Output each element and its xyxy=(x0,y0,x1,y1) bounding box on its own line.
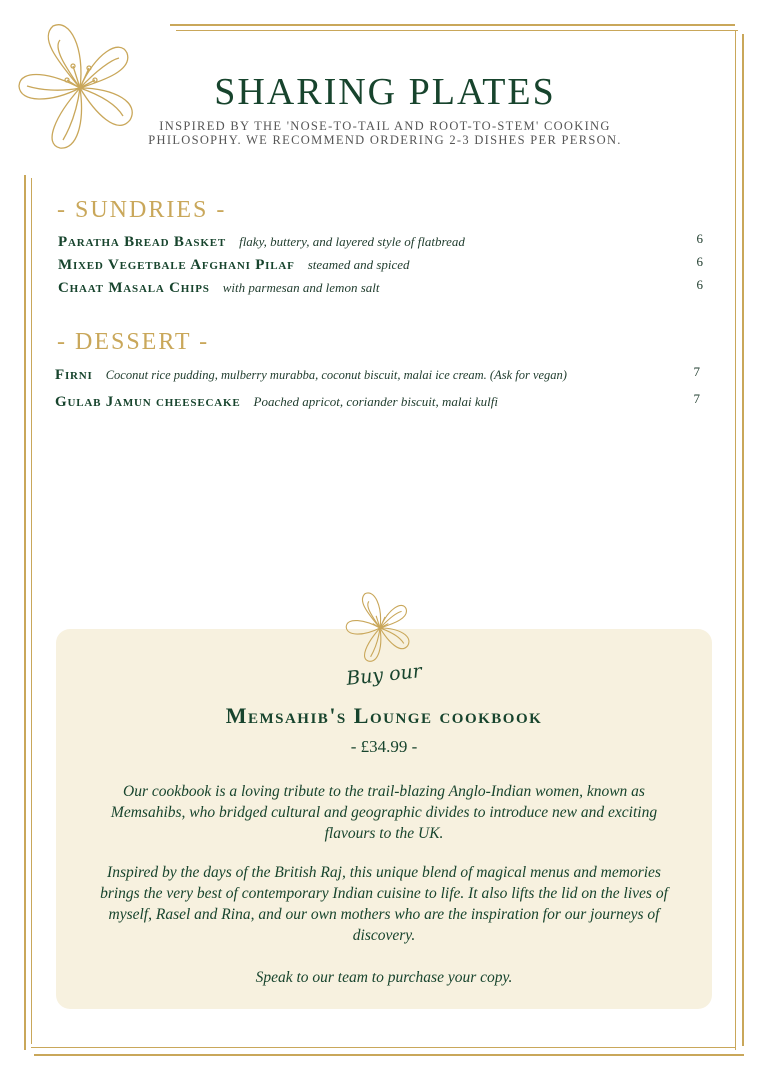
item-name: Gulab Jamun cheesecake xyxy=(55,394,241,410)
item-description: with parmesan and lemon salt xyxy=(222,280,380,295)
frame-bottom-line-outer xyxy=(34,1054,744,1056)
item-price: 6 xyxy=(696,277,703,292)
frame-left-line-outer xyxy=(24,175,26,1050)
item-name: Firni xyxy=(55,367,93,383)
cookbook-script-heading: Buy our xyxy=(345,660,423,690)
cookbook-paragraph: Our cookbook is a loving tribute to the trail-blazing Anglo-Indian women, known as Memsahibs, who bridged cultural and geographic divides to introduce new and exciting flavours to the UK. xyxy=(110,783,658,842)
section-heading-sundries: - SUNDRIES - xyxy=(57,197,227,223)
page-subtitle: INSPIRED BY THE 'NOSE-TO-TAIL AND ROOT-TO-STEM' COOKING PHILOSOPHY. WE RECOMMEND ORDERING 2-3 DISHES PER PERSON. xyxy=(148,119,622,147)
frame-bottom-line-inner xyxy=(31,1047,736,1048)
menu-item xyxy=(58,277,703,297)
flower-illustration-icon xyxy=(15,18,145,158)
item-description: Coconut rice pudding, mulberry murabba, coconut biscuit, malai ice cream. (Ask for vegan) xyxy=(105,368,567,382)
frame-right-line-outer xyxy=(742,34,744,1046)
cookbook-paragraph: Inspired by the days of the British Raj, this unique blend of magical menus and memories brings the very best of contemporary Indian cuisine to life. It also lifts the lid on the lives of myself, Rasel and Rina, and our own mothers who are the inspiration for our journeys of discovery. xyxy=(100,864,668,944)
cookbook-call-to-action: Speak to our team to purchase your copy. xyxy=(255,969,513,986)
menu-item xyxy=(58,254,703,274)
item-name: Chaat Masala Chips xyxy=(58,280,210,296)
item-name: Mixed Vegetbale Afghani Pilaf xyxy=(58,257,295,273)
item-description: flaky, buttery, and layered style of flatbread xyxy=(239,234,465,249)
cookbook-price: - £34.99 - xyxy=(350,737,418,756)
flower-illustration-icon xyxy=(344,588,416,668)
frame-left-line-inner xyxy=(31,178,32,1044)
frame-top-line-inner xyxy=(176,30,738,31)
item-description: Poached apricot, coriander biscuit, malai kulfi xyxy=(253,394,498,409)
item-name: Paratha Bread Basket xyxy=(58,234,226,250)
menu-item xyxy=(55,391,700,411)
item-description: steamed and spiced xyxy=(307,257,410,272)
frame-top-line-outer xyxy=(170,24,735,26)
item-price: 7 xyxy=(693,364,700,379)
item-price: 6 xyxy=(696,231,703,246)
cookbook-title: Memsahib's Lounge cookbook xyxy=(225,703,543,728)
menu-item xyxy=(55,364,700,384)
section-heading-dessert: - DESSERT - xyxy=(57,329,210,355)
item-price: 6 xyxy=(696,254,703,269)
menu-item xyxy=(58,231,703,251)
page-title: SHARING PLATES xyxy=(214,71,556,113)
frame-right-line-inner xyxy=(735,30,736,1050)
item-price: 7 xyxy=(693,391,700,406)
